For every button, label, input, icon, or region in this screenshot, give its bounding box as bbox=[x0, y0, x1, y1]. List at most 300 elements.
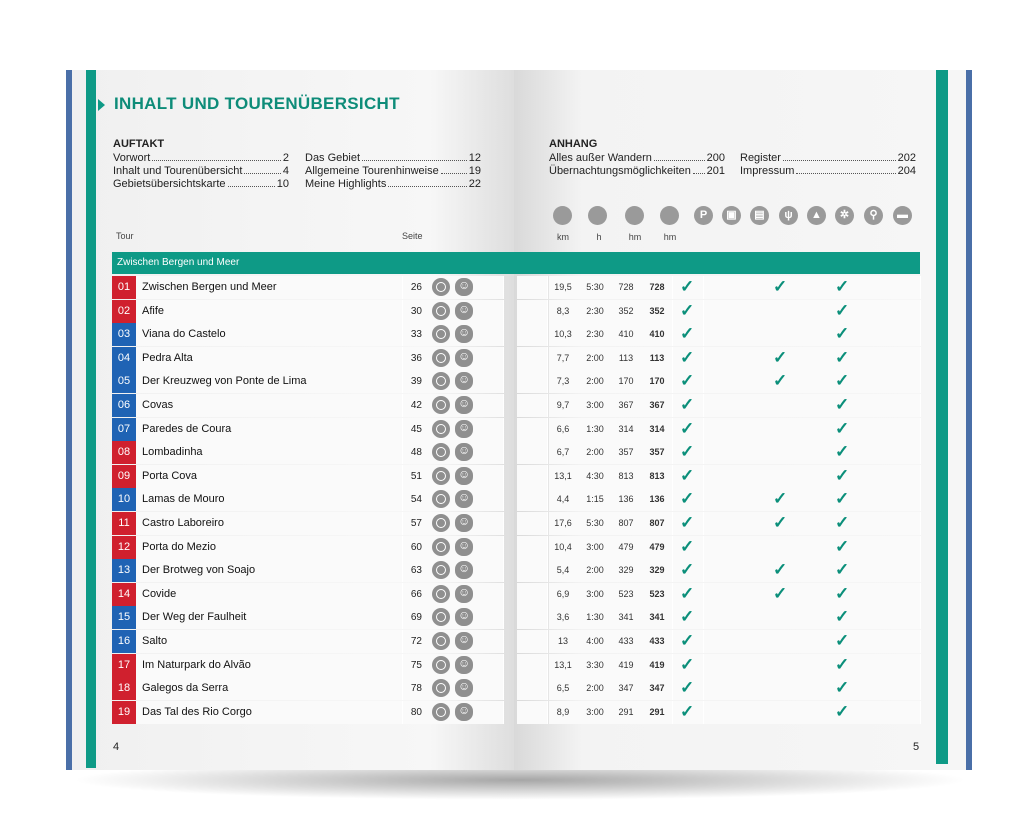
tour-name[interactable]: Lamas de Mouro bbox=[142, 493, 225, 506]
table-cell bbox=[735, 418, 767, 441]
table-cell bbox=[735, 536, 767, 559]
ascent-value: 314 bbox=[618, 423, 634, 434]
bike-icon: ⚲ bbox=[864, 206, 883, 225]
table-cell bbox=[517, 512, 548, 535]
tour-number: 14 bbox=[112, 583, 136, 606]
tour-number: 12 bbox=[112, 536, 136, 559]
table-cell bbox=[477, 606, 504, 629]
check-icon: ✓ bbox=[835, 607, 850, 627]
check-icon: ✓ bbox=[680, 300, 695, 320]
ascent-value: 357 bbox=[618, 447, 634, 458]
table-cell bbox=[859, 418, 891, 441]
table-cell bbox=[859, 583, 891, 606]
difficulty-icon bbox=[432, 302, 450, 320]
toc-entry-page: 10 bbox=[276, 178, 289, 190]
tour-name[interactable]: Covas bbox=[142, 399, 174, 411]
descent-value: 410 bbox=[649, 329, 665, 340]
table-cell bbox=[766, 630, 798, 653]
km-value: 3,6 bbox=[556, 612, 570, 623]
family-icon bbox=[455, 372, 473, 390]
toc-entry-page: 202 bbox=[897, 152, 916, 164]
table-cell bbox=[797, 465, 829, 488]
tour-name[interactable]: Im Naturpark do Alvão bbox=[142, 658, 251, 671]
unit-label: hm bbox=[628, 232, 642, 242]
table-cell bbox=[477, 418, 504, 441]
table-row[interactable] bbox=[112, 701, 920, 724]
duration-value: 5:30 bbox=[586, 518, 604, 528]
tour-page: 51 bbox=[410, 470, 422, 482]
tour-number: 09 bbox=[112, 465, 136, 488]
duration-value: 2:00 bbox=[586, 352, 604, 363]
check-icon: ✓ bbox=[835, 277, 850, 296]
table-cell bbox=[704, 323, 736, 346]
difficulty-icon bbox=[432, 632, 450, 650]
tour-name[interactable]: Porta do Mezio bbox=[142, 540, 216, 553]
toc-leader-dots bbox=[388, 178, 466, 187]
table-row[interactable] bbox=[112, 394, 920, 417]
tour-name[interactable]: Paredes de Coura bbox=[142, 422, 232, 435]
difficulty-icon bbox=[432, 703, 450, 721]
toc-entry-label: Allgemeine Tourenhinweise bbox=[305, 165, 439, 177]
tour-number: 01 bbox=[112, 276, 136, 299]
check-icon: ✓ bbox=[680, 324, 695, 344]
descent-value: 419 bbox=[649, 659, 665, 670]
table-cell bbox=[517, 370, 548, 393]
toc-entry-label: Vorwort bbox=[113, 152, 151, 164]
ascent-value: 341 bbox=[618, 612, 634, 623]
toc-entry-page: 12 bbox=[468, 152, 481, 164]
tour-page: 54 bbox=[410, 494, 422, 506]
table-cell bbox=[859, 394, 891, 417]
table-row[interactable] bbox=[112, 370, 920, 393]
toc-entry-page: 200 bbox=[706, 152, 725, 164]
table-cell bbox=[477, 465, 504, 488]
check-icon: ✓ bbox=[835, 560, 850, 580]
descent-icon bbox=[660, 206, 679, 225]
tour-page: 39 bbox=[410, 376, 422, 388]
page-title: INHALT UND TOURENÜBERSICHT bbox=[114, 94, 400, 113]
toc-entry-label: Übernachtungsmöglichkeiten bbox=[549, 165, 691, 177]
check-icon: ✓ bbox=[835, 513, 850, 532]
table-cell bbox=[477, 630, 504, 653]
check-icon: ✓ bbox=[835, 654, 850, 674]
check-icon: ✓ bbox=[680, 701, 695, 721]
column-seite: Seite bbox=[402, 231, 423, 241]
check-icon: ✓ bbox=[835, 324, 850, 344]
tour-name[interactable]: Galegos da Serra bbox=[142, 682, 229, 695]
table-cell bbox=[890, 276, 921, 299]
tour-number: 03 bbox=[112, 323, 136, 346]
toc-leader-dots bbox=[693, 165, 705, 174]
km-value: 4,4 bbox=[556, 494, 570, 505]
tour-number: 16 bbox=[112, 630, 136, 653]
ascent-value: 329 bbox=[618, 565, 634, 576]
table-row[interactable] bbox=[112, 583, 920, 606]
toc-entry[interactable] bbox=[113, 152, 289, 164]
table-row[interactable] bbox=[112, 347, 920, 370]
toc-leader-dots bbox=[654, 152, 705, 161]
table-cell bbox=[735, 465, 767, 488]
table-cell bbox=[766, 394, 798, 417]
ascent-value: 523 bbox=[618, 588, 634, 599]
check-icon: ✓ bbox=[680, 371, 695, 391]
table-cell bbox=[735, 606, 767, 629]
table-cell bbox=[477, 347, 504, 370]
table-cell bbox=[517, 276, 548, 299]
table-cell bbox=[735, 394, 767, 417]
toc-entry[interactable] bbox=[305, 178, 481, 190]
check-icon: ✓ bbox=[680, 631, 695, 650]
descent-value: 813 bbox=[649, 470, 665, 481]
km-value: 8,3 bbox=[556, 305, 570, 316]
km-value: 6,6 bbox=[556, 423, 570, 434]
km-value: 5,4 bbox=[556, 565, 570, 576]
table-cell bbox=[517, 606, 548, 629]
family-icon bbox=[455, 467, 473, 485]
parking-icon: P bbox=[694, 206, 713, 225]
tour-page: 72 bbox=[410, 636, 422, 647]
check-icon: ✓ bbox=[835, 701, 850, 721]
table-cell bbox=[859, 701, 891, 724]
toc-entry[interactable] bbox=[549, 165, 725, 177]
table-cell bbox=[704, 276, 736, 299]
ascent-value: 113 bbox=[618, 352, 634, 363]
tour-number: 18 bbox=[112, 677, 136, 700]
duration-value: 3:00 bbox=[586, 588, 604, 599]
toc-entry-page: 4 bbox=[282, 165, 289, 177]
tour-number: 11 bbox=[112, 512, 136, 535]
check-icon: ✓ bbox=[680, 442, 695, 462]
table-cell bbox=[477, 583, 504, 606]
tour-name[interactable]: Der Weg der Faulheit bbox=[142, 611, 247, 624]
check-icon: ✓ bbox=[835, 631, 850, 650]
table-cell bbox=[890, 347, 921, 370]
table-cell bbox=[797, 418, 829, 441]
toc-entry[interactable] bbox=[740, 152, 916, 164]
table-row[interactable] bbox=[112, 536, 920, 559]
table-cell bbox=[859, 654, 891, 677]
table-cell bbox=[477, 512, 504, 535]
table-row[interactable] bbox=[112, 606, 920, 629]
table-cell bbox=[704, 347, 736, 370]
tour-name[interactable]: Lombadinha bbox=[142, 446, 203, 459]
duration-value: 4:30 bbox=[586, 470, 604, 481]
tour-name[interactable]: Porta Cova bbox=[142, 469, 198, 482]
table-cell bbox=[859, 276, 891, 299]
duration-value: 3:30 bbox=[586, 659, 604, 670]
table-row[interactable] bbox=[112, 559, 920, 582]
table-cell bbox=[704, 441, 736, 464]
tour-number: 17 bbox=[112, 654, 136, 677]
table-cell bbox=[517, 654, 548, 677]
table-cell bbox=[859, 441, 891, 464]
km-value: 7,7 bbox=[556, 352, 570, 363]
table-cell bbox=[890, 300, 921, 323]
table-cell bbox=[766, 677, 798, 700]
table-cell bbox=[477, 654, 504, 677]
check-icon: ✓ bbox=[680, 607, 695, 627]
tour-name[interactable]: Viana do Castelo bbox=[142, 328, 226, 341]
duration-value: 5:30 bbox=[586, 282, 604, 292]
table-cell bbox=[859, 488, 891, 511]
table-cell bbox=[890, 677, 921, 700]
tour-page: 66 bbox=[410, 588, 422, 600]
table-cell bbox=[735, 347, 767, 370]
table-cell bbox=[517, 323, 548, 346]
table-row[interactable] bbox=[112, 677, 920, 700]
page-number-right: 5 bbox=[913, 741, 920, 753]
table-cell bbox=[797, 654, 829, 677]
tour-number: 08 bbox=[112, 441, 136, 464]
family-icon bbox=[455, 325, 473, 343]
tour-number: 04 bbox=[112, 347, 136, 370]
check-icon: ✓ bbox=[680, 465, 695, 485]
duration-value: 3:00 bbox=[586, 706, 604, 717]
table-cell bbox=[704, 512, 736, 535]
tour-page: 78 bbox=[410, 683, 422, 695]
check-icon: ✓ bbox=[680, 536, 695, 556]
ascent-value: 170 bbox=[618, 376, 634, 387]
table-row[interactable] bbox=[112, 488, 920, 511]
table-cell bbox=[735, 677, 767, 700]
toc-entry[interactable] bbox=[305, 152, 481, 164]
toc-entry-label: Gebietsübersichtskarte bbox=[113, 178, 226, 190]
family-icon bbox=[455, 561, 473, 579]
tour-page: 75 bbox=[410, 659, 422, 671]
table-row[interactable] bbox=[112, 465, 920, 488]
section-bar bbox=[112, 252, 920, 274]
table-cell bbox=[704, 418, 736, 441]
ascent-icon bbox=[625, 206, 644, 225]
table-cell bbox=[136, 630, 403, 653]
duration-value: 3:00 bbox=[586, 400, 604, 410]
descent-value: 523 bbox=[649, 588, 665, 599]
table-cell bbox=[517, 441, 548, 464]
table-cell bbox=[517, 630, 548, 653]
table-cell bbox=[797, 701, 829, 724]
toc-entry[interactable] bbox=[113, 165, 289, 177]
table-cell bbox=[766, 323, 798, 346]
table-cell bbox=[890, 394, 921, 417]
tour-name[interactable]: Castro Laboreiro bbox=[142, 517, 224, 529]
unit-label: hm bbox=[663, 232, 677, 242]
difficulty-icon bbox=[432, 467, 450, 485]
family-icon bbox=[455, 514, 473, 532]
family-icon bbox=[455, 679, 473, 697]
descent-value: 357 bbox=[649, 447, 665, 458]
check-icon: ✓ bbox=[773, 347, 788, 367]
tour-name[interactable]: Afife bbox=[142, 304, 165, 317]
toc-leader-dots bbox=[362, 152, 467, 161]
table-cell bbox=[517, 418, 548, 441]
table-cell bbox=[890, 654, 921, 677]
table-row[interactable] bbox=[112, 441, 920, 464]
table-cell bbox=[766, 465, 798, 488]
tour-page: 63 bbox=[410, 565, 422, 577]
table-cell bbox=[735, 441, 767, 464]
tour-name[interactable]: Salto bbox=[142, 635, 168, 647]
family-icon bbox=[455, 302, 473, 320]
tour-page: 33 bbox=[410, 329, 422, 341]
table-cell bbox=[766, 701, 798, 724]
table-cell bbox=[859, 559, 891, 582]
table-row[interactable] bbox=[112, 654, 920, 677]
duration-value: 2:30 bbox=[586, 329, 604, 340]
toc-entry-label: Das Gebiet bbox=[305, 152, 361, 164]
table-cell bbox=[797, 370, 829, 393]
table-cell bbox=[797, 276, 829, 299]
ascent-value: 291 bbox=[618, 706, 634, 717]
table-row[interactable] bbox=[112, 276, 920, 299]
family-icon bbox=[455, 278, 473, 296]
table-cell bbox=[477, 323, 504, 346]
table-cell bbox=[517, 465, 548, 488]
table-cell bbox=[735, 559, 767, 582]
duration-value: 1:30 bbox=[586, 423, 604, 434]
right-page-accent-bar bbox=[936, 70, 948, 764]
table-cell bbox=[890, 512, 921, 535]
descent-value: 728 bbox=[649, 282, 665, 292]
table-cell bbox=[735, 488, 767, 511]
table-cell bbox=[477, 488, 504, 511]
km-value: 17,6 bbox=[554, 518, 572, 528]
check-icon: ✓ bbox=[773, 277, 788, 296]
descent-value: 367 bbox=[649, 400, 665, 410]
tour-name[interactable]: Zwischen Bergen und Meer bbox=[142, 281, 277, 293]
descent-value: 291 bbox=[649, 706, 665, 717]
table-cell bbox=[797, 536, 829, 559]
table-cell bbox=[477, 701, 504, 724]
toc-entry-label: Impressum bbox=[740, 165, 795, 177]
tour-name[interactable]: Pedra Alta bbox=[142, 351, 193, 364]
restaurant-icon: ψ bbox=[779, 206, 798, 225]
table-cell bbox=[890, 583, 921, 606]
table-cell bbox=[797, 300, 829, 323]
family-icon bbox=[455, 420, 473, 438]
tour-name[interactable]: Der Brotweg von Soajo bbox=[142, 564, 256, 577]
km-value: 13,1 bbox=[554, 470, 572, 481]
tour-name[interactable]: Der Kreuzweg von Ponte de Lima bbox=[142, 375, 307, 388]
km-value: 9,7 bbox=[556, 400, 570, 410]
table-cell bbox=[859, 465, 891, 488]
toc-entry-label: Inhalt und Tourenübersicht bbox=[113, 165, 243, 177]
toc-entry-page: 19 bbox=[468, 165, 481, 177]
ascent-value: 728 bbox=[618, 282, 634, 292]
table-cell bbox=[859, 300, 891, 323]
tour-number: 19 bbox=[112, 701, 136, 724]
table-cell bbox=[517, 347, 548, 370]
ascent-value: 410 bbox=[618, 329, 634, 340]
table-cell bbox=[477, 441, 504, 464]
table-cell bbox=[859, 512, 891, 535]
table-row[interactable] bbox=[112, 630, 920, 653]
check-icon: ✓ bbox=[680, 654, 695, 674]
table-cell bbox=[735, 701, 767, 724]
unit-label: km bbox=[557, 232, 569, 242]
table-row[interactable] bbox=[112, 300, 920, 323]
descent-value: 352 bbox=[649, 305, 665, 316]
tour-number: 15 bbox=[112, 606, 136, 629]
difficulty-icon bbox=[432, 420, 450, 438]
table-cell bbox=[477, 370, 504, 393]
table-cell bbox=[704, 300, 736, 323]
table-cell bbox=[797, 441, 829, 464]
table-cell bbox=[859, 606, 891, 629]
table-row[interactable] bbox=[112, 512, 920, 535]
tour-name[interactable]: Covide bbox=[142, 587, 177, 600]
table-cell bbox=[704, 488, 736, 511]
table-cell bbox=[859, 323, 891, 346]
toc-entry[interactable] bbox=[305, 165, 481, 177]
duration-value: 2:30 bbox=[586, 305, 604, 316]
check-icon: ✓ bbox=[773, 560, 788, 580]
table-cell bbox=[477, 559, 504, 582]
auftakt-heading: AUFTAKT bbox=[113, 138, 165, 150]
unit-label: h bbox=[596, 232, 602, 242]
table-cell bbox=[517, 300, 548, 323]
difficulty-icon bbox=[432, 396, 450, 414]
table-cell bbox=[890, 701, 921, 724]
km-value: 8,9 bbox=[556, 706, 570, 717]
check-icon: ✓ bbox=[835, 442, 850, 462]
check-icon: ✓ bbox=[773, 583, 788, 603]
anhang-heading: ANHANG bbox=[549, 138, 598, 150]
table-cell bbox=[735, 276, 767, 299]
ascent-value: 367 bbox=[618, 400, 634, 410]
tour-page: 80 bbox=[410, 706, 422, 718]
ascent-value: 479 bbox=[618, 541, 634, 552]
toc-leader-dots bbox=[228, 178, 275, 187]
check-icon: ✓ bbox=[680, 678, 695, 698]
left-page-accent-bar bbox=[86, 70, 96, 768]
table-cell bbox=[704, 559, 736, 582]
table-cell bbox=[797, 606, 829, 629]
table-cell bbox=[704, 394, 736, 417]
ascent-value: 813 bbox=[618, 470, 634, 481]
table-cell bbox=[477, 536, 504, 559]
km-value: 6,5 bbox=[556, 683, 570, 694]
duration-value: 3:00 bbox=[586, 541, 604, 552]
ascent-value: 807 bbox=[618, 518, 634, 528]
toc-entry[interactable] bbox=[113, 178, 289, 190]
family-icon bbox=[455, 703, 473, 721]
descent-value: 329 bbox=[649, 565, 665, 576]
toc-entry[interactable] bbox=[740, 165, 916, 177]
difficulty-icon bbox=[432, 538, 450, 556]
table-cell bbox=[704, 654, 736, 677]
family-icon bbox=[455, 396, 473, 414]
table-cell bbox=[797, 488, 829, 511]
table-row[interactable] bbox=[112, 418, 920, 441]
section-title: Zwischen Bergen und Meer bbox=[117, 257, 240, 268]
table-cell bbox=[890, 418, 921, 441]
table-cell bbox=[797, 559, 829, 582]
check-icon: ✓ bbox=[680, 489, 695, 509]
table-cell bbox=[859, 630, 891, 653]
table-row[interactable] bbox=[112, 323, 920, 346]
table-cell bbox=[766, 654, 798, 677]
toc-entry-label: Meine Highlights bbox=[305, 178, 387, 190]
check-icon: ✓ bbox=[773, 513, 788, 532]
table-cell bbox=[517, 583, 548, 606]
toc-entry[interactable] bbox=[549, 152, 725, 164]
tour-name[interactable]: Das Tal des Rio Corgo bbox=[142, 705, 252, 718]
table-cell bbox=[766, 441, 798, 464]
tour-number: 05 bbox=[112, 370, 136, 393]
duration-value: 4:00 bbox=[586, 636, 604, 646]
table-cell bbox=[890, 465, 921, 488]
descent-value: 113 bbox=[649, 352, 665, 363]
